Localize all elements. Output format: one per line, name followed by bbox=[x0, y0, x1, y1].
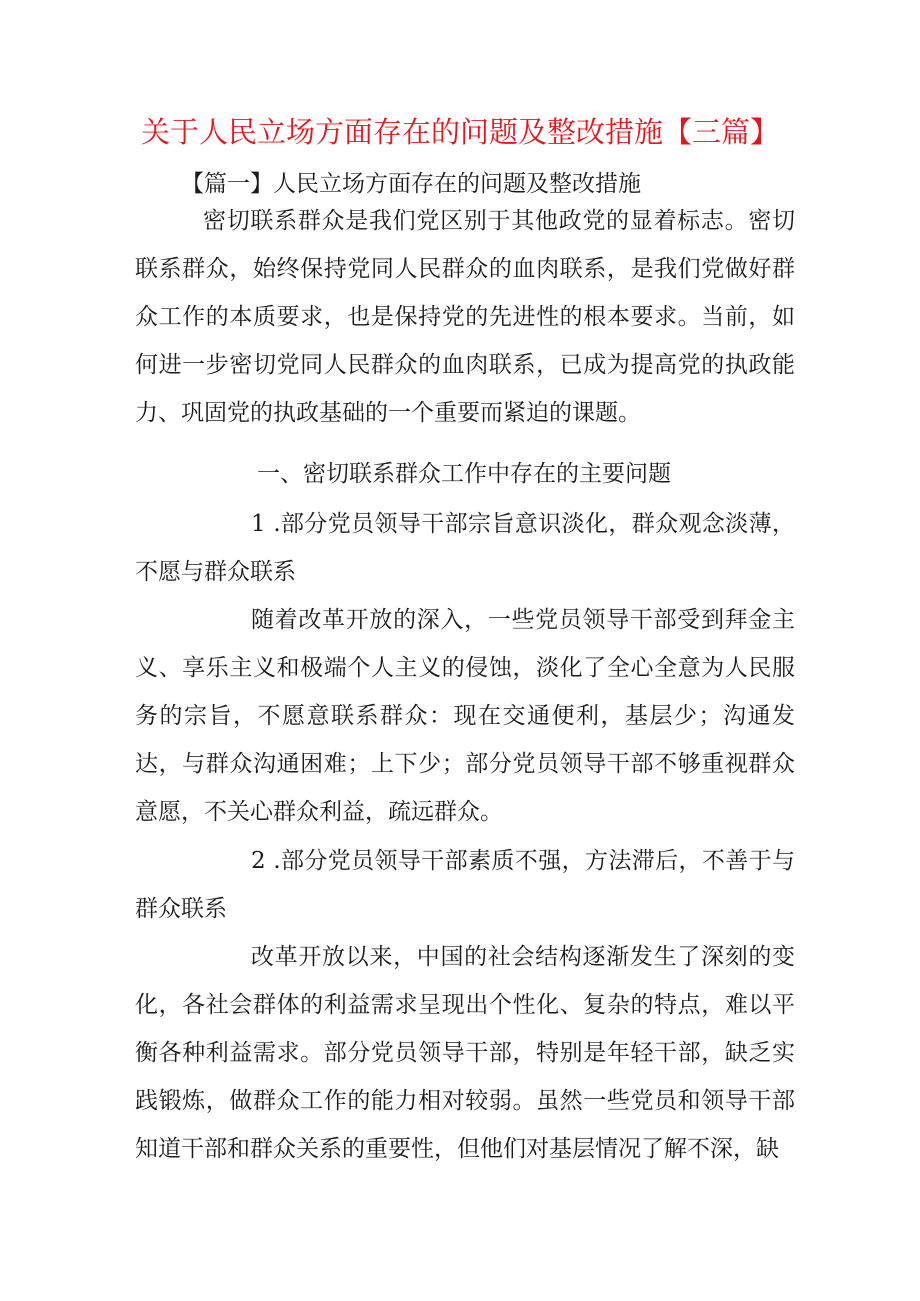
section1-heading: 一、密切联系群众工作中存在的主要问题 bbox=[257, 461, 671, 487]
item1-heading: 1 .部分党员领导干部宗旨意识淡化，群众观念淡薄，不愿与群众联系 bbox=[135, 511, 795, 585]
item2-body: 改革开放以来，中国的社会结构逐渐发生了深刻的变化，各社会群体的利益需求呈现出个性化、复杂的特点，难以平衡各种利益需求。部分党员领导干部，特别是年轻干部，缺乏实践锻炼，做群众工作的能力相对较弱。虽然一些党员和领导干部知道干部和群众关系的重要性，但他们对基层情况了解不深，缺 bbox=[135, 944, 795, 1162]
intro-paragraph: 密切联系群众是我们党区别于其他政党的显着标志。密切联系群众，始终保持党同人民群众的血肉联系，是我们党做好群众工作的本质要求，也是保持党的先进性的根本要求。当前，如何进一步密切党同人民群众的血肉联系，已成为提高党的执政能力、巩固党的执政基础的一个重要而紧迫的课题。 bbox=[135, 208, 795, 426]
item2-heading: 2 .部分党员领导干部素质不强，方法滞后，不善于与群众联系 bbox=[135, 848, 795, 922]
document-subtitle: 【篇一】人民立场方面存在的问题及整改措施 bbox=[181, 171, 641, 197]
item1-body: 随着改革开放的深入，一些党员领导干部受到拜金主义、享乐主义和极端个人主义的侵蚀，淡化了全心全意为人民服务的宗旨，不愿意联系群众：现在交通便利，基层少；沟通发达，与群众沟通困难；上下少；部分党员领导干部不够重视群众意愿，不关心群众利益，疏远群众。 bbox=[135, 607, 795, 825]
document-title: 关于人民立场方面存在的问题及整改措施【三篇】 bbox=[140, 115, 779, 149]
